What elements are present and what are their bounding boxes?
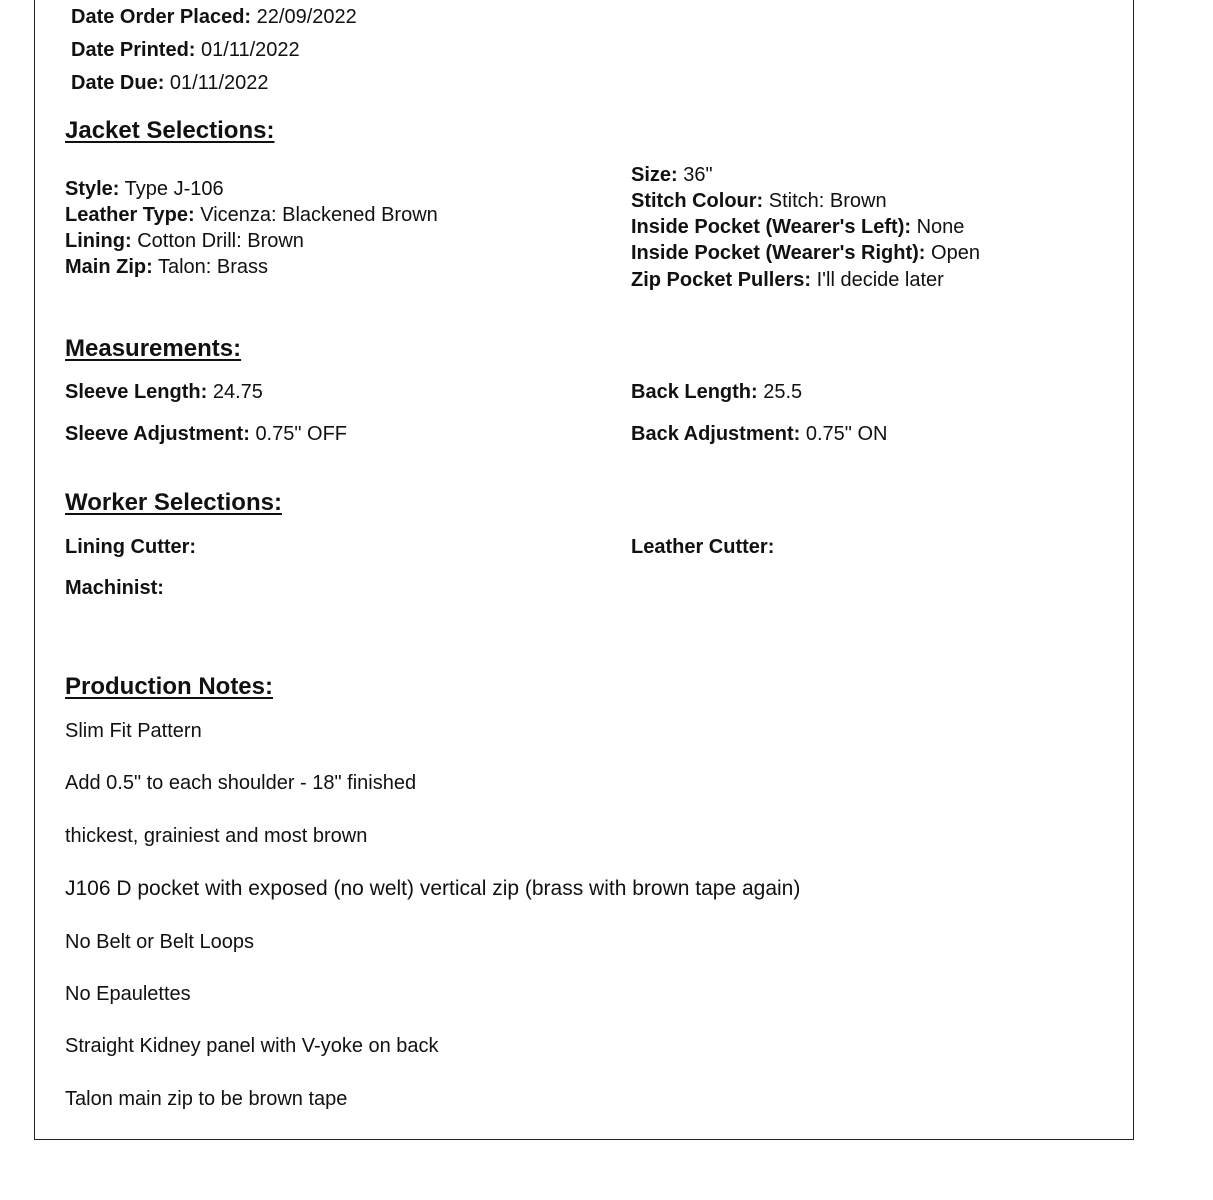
back-adjustment: Back Adjustment: 0.75" ON — [631, 423, 888, 445]
machinist: Machinist: — [65, 577, 164, 599]
production-note: Slim Fit Pattern — [65, 720, 202, 742]
jacket-zip-pocket-pullers: Zip Pocket Pullers: I'll decide later — [631, 269, 944, 291]
production-note: J106 D pocket with exposed (no welt) vertical zip (brass with brown tape again) — [65, 877, 801, 900]
production-note: thickest, grainiest and most brown — [65, 825, 368, 847]
leather-cutter: Leather Cutter: — [631, 536, 775, 558]
production-note: Talon main zip to be brown tape — [65, 1088, 348, 1110]
jacket-lining: Lining: Cotton Drill: Brown — [65, 230, 304, 252]
jacket-inside-pocket-right: Inside Pocket (Wearer's Right): Open — [631, 242, 980, 264]
date-order-placed: Date Order Placed: 22/09/2022 — [71, 6, 357, 28]
jacket-main-zip: Main Zip: Talon: Brass — [65, 256, 269, 278]
jacket-style: Style: Type J-106 — [65, 178, 224, 200]
jacket-stitch-colour: Stitch Colour: Stitch: Brown — [631, 190, 887, 212]
sleeve-adjustment: Sleeve Adjustment: 0.75" OFF — [65, 423, 348, 445]
jacket-inside-pocket-left: Inside Pocket (Wearer's Left): None — [631, 216, 965, 238]
back-length: Back Length: 25.5 — [631, 381, 803, 403]
jacket-leather-type: Leather Type: Vicenza: Blackened Brown — [65, 204, 438, 226]
production-note: Add 0.5" to each shoulder - 18" finished — [65, 772, 417, 794]
date-due: Date Due: 01/11/2022 — [71, 72, 269, 94]
lining-cutter: Lining Cutter: — [65, 536, 197, 558]
order-sheet — [34, 0, 1134, 1140]
production-note: No Belt or Belt Loops — [65, 931, 254, 953]
production-notes-heading: Production Notes: — [65, 673, 273, 700]
production-note: Straight Kidney panel with V-yoke on back — [65, 1035, 439, 1057]
production-note: No Epaulettes — [65, 983, 191, 1005]
jacket-selections-heading: Jacket Selections: — [65, 117, 275, 144]
measurements-heading: Measurements: — [65, 335, 242, 362]
worker-selections-heading: Worker Selections: — [65, 489, 282, 516]
sleeve-length: Sleeve Length: 24.75 — [65, 381, 263, 403]
jacket-size: Size: 36" — [631, 164, 713, 186]
date-printed: Date Printed: 01/11/2022 — [71, 39, 300, 61]
